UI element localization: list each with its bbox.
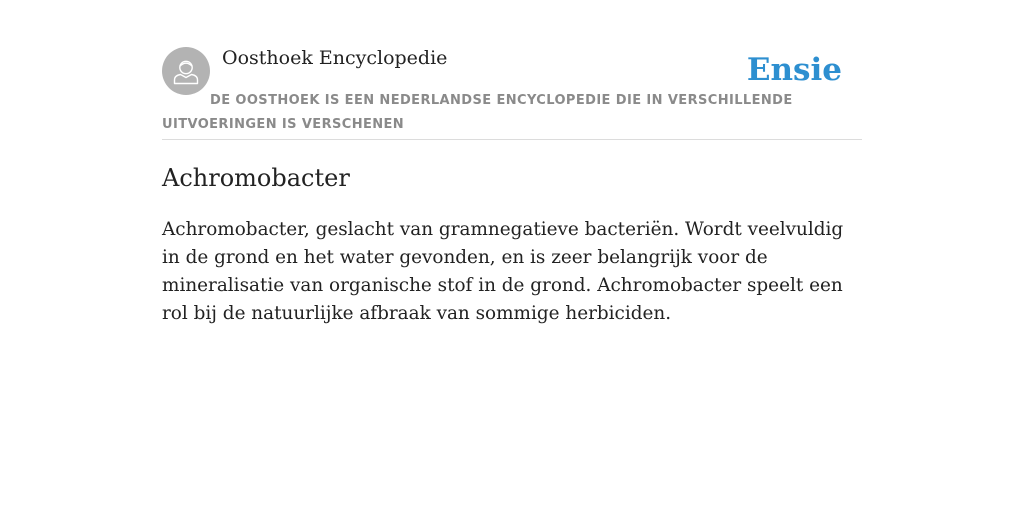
article-body: Achromobacter, geslacht van gramnegatieve bacteriën. Wordt veelvuldig in de grond en het water gevonden, en is zeer belangrijk voor de mineralisatie van organische stof in de grond. Achromobacter speelt een rol bij de natuurlijke afbraak van sommige herbiciden. <box>162 219 844 324</box>
ensie-logo[interactable]: Ensie <box>746 52 842 88</box>
user-icon <box>162 47 210 95</box>
avatar[interactable] <box>162 47 210 95</box>
source-name[interactable]: Oosthoek Encyclopedie <box>222 47 448 69</box>
source-description: DE OOSTHOEK IS EEN NEDERLANDSE ENCYCLOPEDIE DIE IN VERSCHILLENDE UITVOERINGEN IS VERSCHENEN <box>162 93 793 132</box>
article-title: Achromobacter <box>162 164 350 192</box>
header-divider <box>162 139 862 140</box>
